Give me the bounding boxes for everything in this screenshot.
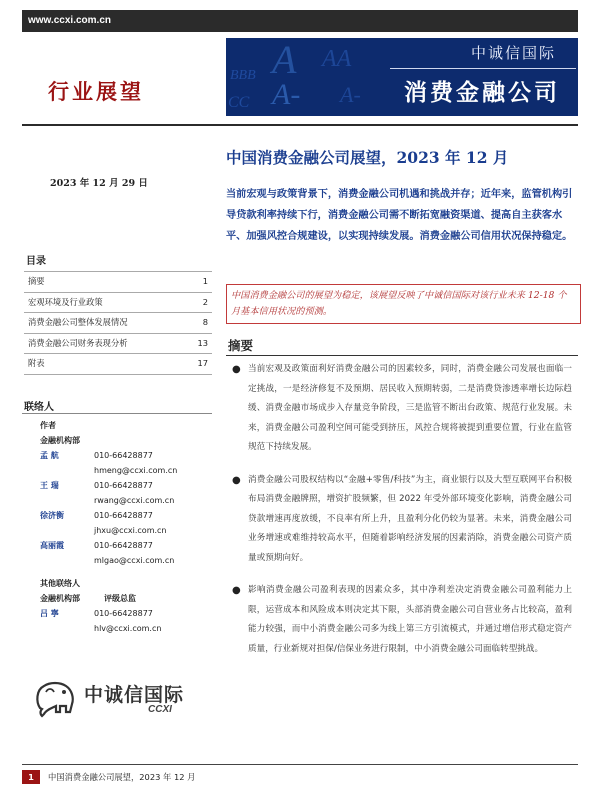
- outlook-note: 中国消费金融公司的展望为稳定，该展望反映了中诚信国际对该行业未来 12-18 个月基本信用状况的预测。: [226, 284, 581, 324]
- table-of-contents: [24, 252, 212, 375]
- page-number: 1: [22, 770, 40, 784]
- contacts-title: 联络人: [24, 402, 54, 413]
- banner-divider: [390, 68, 576, 69]
- banner-deco-2: A: [272, 38, 297, 82]
- contact-phone: 010-66428877: [94, 609, 153, 618]
- toc-item[interactable]: [24, 271, 212, 292]
- contact-name: 孟 航: [40, 451, 59, 460]
- banner-deco-3: A-: [272, 78, 301, 111]
- banner-deco-1: BBB: [230, 68, 256, 83]
- toc-item[interactable]: [24, 353, 212, 375]
- toc-item-page: 17: [197, 358, 208, 368]
- other-dept-row: [40, 591, 212, 606]
- authors-label: 作者: [40, 421, 56, 430]
- contact-name: 徐济衡: [40, 511, 64, 520]
- bullet-dot-icon: ●: [232, 585, 241, 596]
- abstract-rule: [226, 355, 578, 356]
- brand-name: 中诚信国际: [470, 44, 556, 62]
- contact-phone: 010-66428877: [94, 511, 153, 520]
- contact-email[interactable]: hlv@ccxi.com.cn: [94, 624, 162, 633]
- contact-email[interactable]: rwang@ccxi.com.cn: [94, 496, 175, 505]
- abstract-bullet: [226, 581, 578, 659]
- header-rule: [22, 124, 578, 126]
- summary-text: 当前宏观与政策背景下，消费金融公司机遇和挑战并存；近年来，监管机构引导贷款利率持续下行，消费金融公司需不断拓宽融资渠道、提高自主获客水平、加强风控合规建设，以实现持续发展。消费金融公司信用状况保持稳定。: [226, 189, 573, 242]
- toc-item[interactable]: [24, 292, 212, 313]
- abstract-bullet: [226, 360, 578, 458]
- toc-item-page: 13: [197, 337, 208, 348]
- contacts-rule: [22, 413, 212, 414]
- report-date: 2023 年 12 月 29 日: [50, 178, 148, 189]
- contact-name: 高丽霞: [40, 541, 64, 550]
- banner-deco-4: CC: [228, 94, 250, 111]
- contact-name: 王 瑞: [40, 481, 59, 490]
- toc-item-page: 8: [202, 317, 208, 327]
- toc-item-label: 消费金融公司整体发展情况: [28, 317, 128, 327]
- footer-rule: [22, 764, 578, 765]
- contact-name: 吕 寧: [40, 609, 59, 618]
- banner-deco-6: A-: [340, 82, 361, 107]
- abstract-bullet: [226, 471, 578, 569]
- toc-item-page: 1: [202, 276, 208, 286]
- toc-item-label: 宏观环境及行业政策: [28, 296, 103, 307]
- page-footer: [22, 770, 195, 784]
- other-dept: 金融机构部: [40, 594, 80, 603]
- contact-row: [40, 523, 212, 538]
- contact-row: [40, 508, 212, 523]
- bullet-text: 影响消费金融公司盈利表现的因素众多，其中净利差决定消费金融公司盈利能力上限，运营成本和风险成本则决定其下限，头部消费金融公司自营业务占比较高，盈利能力较强，而中小消费金融公司多为线上第三方引流模式，并通过增信形式稳定资产质量，行业新规对担保/信保业务进行限制，中小消费金融公司面临转型挑战。: [248, 585, 572, 654]
- bullet-dot-icon: ●: [232, 474, 241, 486]
- contact-phone: 010-66428877: [94, 481, 153, 490]
- ccxi-logo: [34, 678, 204, 718]
- banner-deco-5: AA: [322, 46, 352, 72]
- contact-row: [40, 493, 212, 508]
- contact-row: [40, 538, 212, 553]
- abstract-title: 摘要: [228, 338, 254, 353]
- abstract-bullets: [226, 360, 578, 672]
- contact-email[interactable]: jhxu@ccxi.com.cn: [94, 526, 167, 535]
- other-contacts-label: 其他联络人: [40, 579, 80, 588]
- contact-row: [40, 606, 212, 621]
- other-role: 评级总监: [104, 594, 136, 603]
- toc-item-page: 2: [202, 296, 208, 307]
- contact-phone: 010-66428877: [94, 541, 153, 550]
- contact-row: [40, 478, 212, 493]
- contact-row: [40, 448, 212, 463]
- report-title: 中国消费金融公司展望，2023 年 12 月: [226, 148, 509, 167]
- elephant-logo-icon: [34, 678, 80, 718]
- toc-item-label: 附表: [28, 358, 45, 368]
- contact-email[interactable]: mlgao@ccxi.com.cn: [94, 556, 175, 565]
- logo-name: 中诚信国际: [84, 684, 185, 706]
- bullet-dot-icon: ●: [232, 364, 241, 375]
- toc-item-label: 消费金融公司财务表现分析: [28, 337, 128, 348]
- logo-sub: CCXI: [148, 704, 172, 715]
- header-banner: [226, 38, 578, 116]
- contact-row: [40, 463, 212, 478]
- contact-row: [40, 621, 212, 636]
- toc-title: 目录: [26, 256, 46, 267]
- contact-row: [40, 553, 212, 568]
- company-type: 消费金融公司: [404, 80, 560, 106]
- toc-item[interactable]: [24, 333, 212, 354]
- department-label: 金融机构部: [40, 436, 80, 445]
- toc-item[interactable]: [24, 312, 212, 333]
- section-label: 行业展望: [48, 79, 144, 104]
- bullet-text: 当前宏观及政策面利好消费金融公司的因素较多，同时，消费金融公司发展也面临一定挑战，一是经济修复不及预期、居民收入预期转弱，二是消费贷渗透率增长边际趋缓、消费金融市场成步入存量竞争阶段，三是监管不断出台政策、规范行业发展。未来，消费金融公司盈利空间可能受到挤压，风控合规将被提到重要位置，行业在监管规范下持续发展。: [248, 364, 572, 452]
- contact-email[interactable]: hmeng@ccxi.com.cn: [94, 466, 178, 475]
- top-bar: [22, 10, 578, 32]
- contacts-list: [40, 418, 212, 636]
- footer-text: 中国消费金融公司展望，2023 年 12 月: [48, 772, 196, 782]
- bullet-text: 消费金融公司股权结构以“金融+零售/科技”为主，商业银行以及大型互联网平台积极布局消费金融牌照，增资扩股频繁，但 2022 年受外部环境变化影响，消费金融公司贷款增速再度放缓，不良率有所上升，且盈利分化仍较为显著。未来，消费金融公司业务增速或难维持较高水平，但随着影响经济发展的因素消除，消费金融公司资产质量或预期向好。: [248, 474, 572, 563]
- website-url[interactable]: www.ccxi.com.cn: [28, 15, 111, 26]
- toc-item-label: 摘要: [28, 276, 45, 286]
- contact-phone: 010-66428877: [94, 451, 153, 460]
